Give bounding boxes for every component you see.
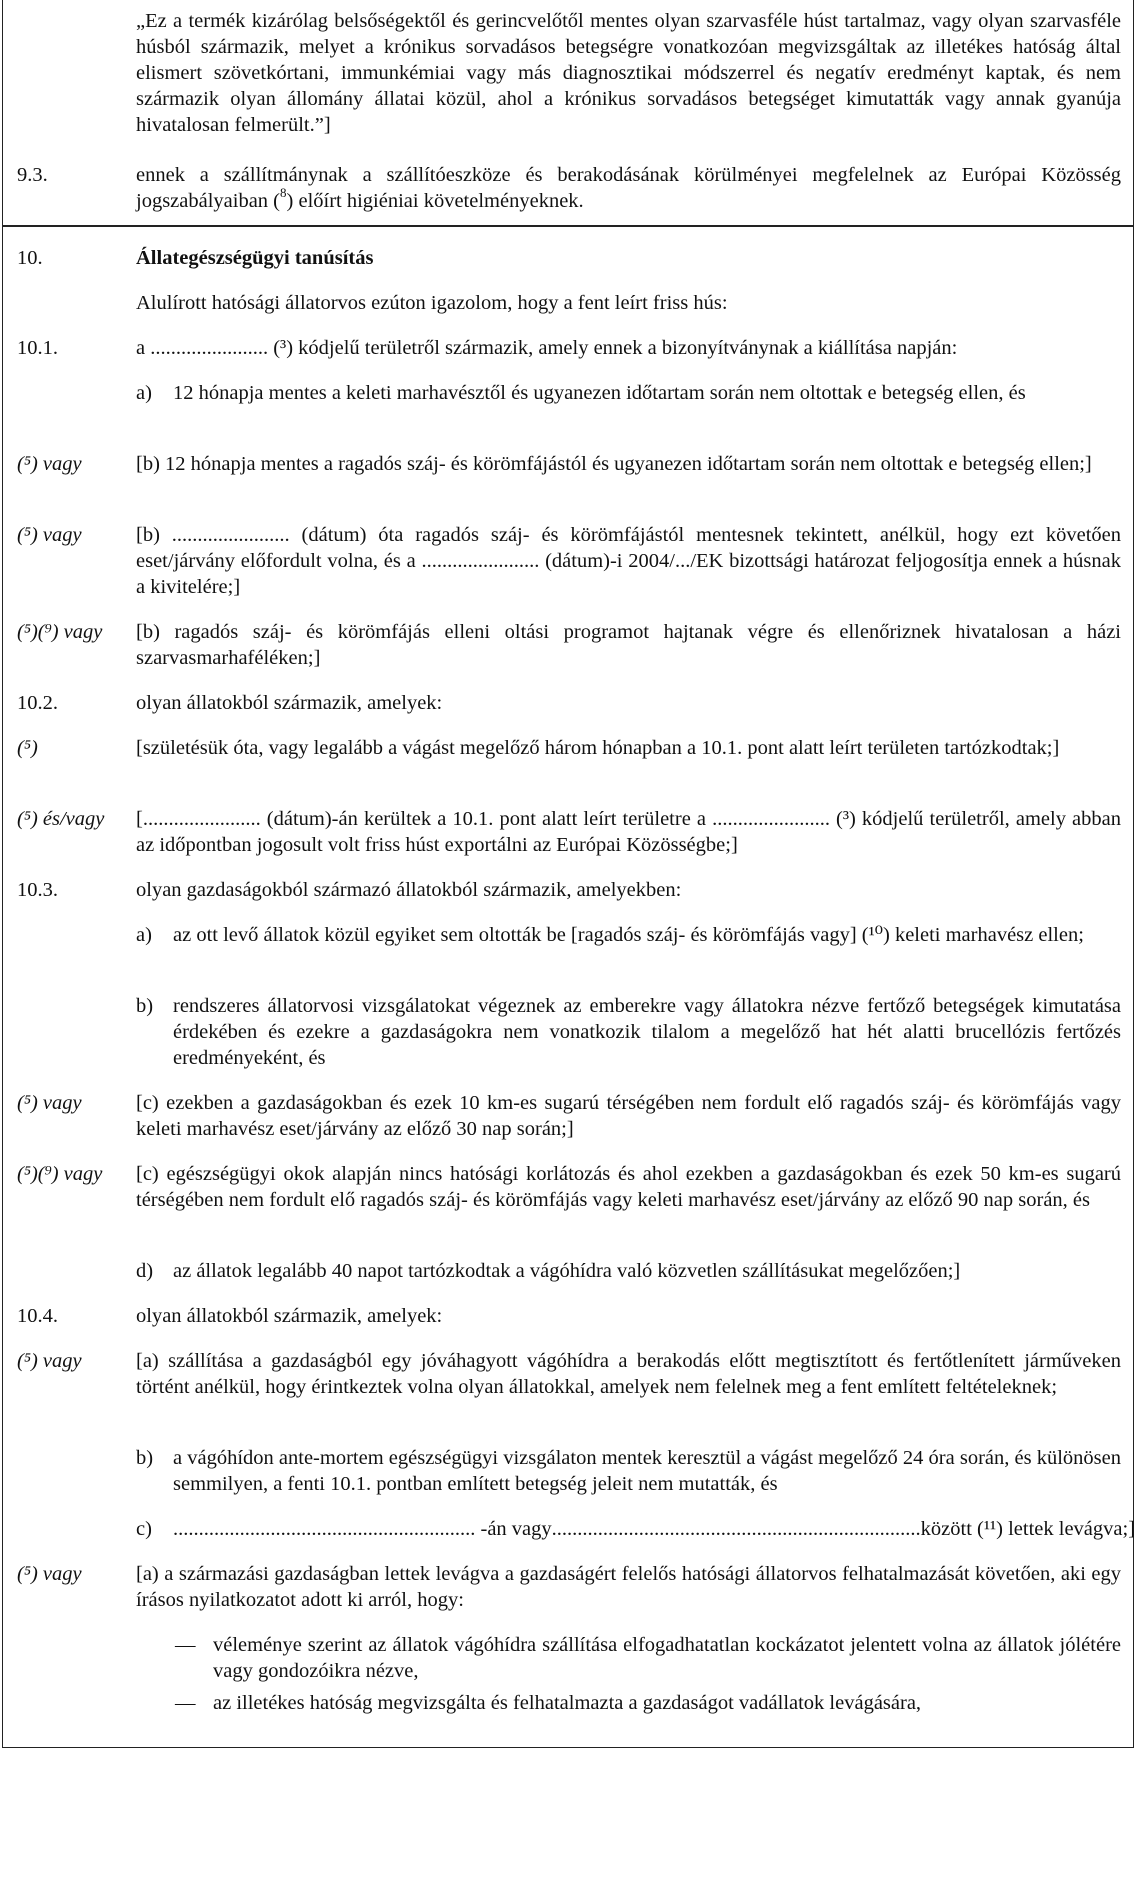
paragraph-label: 10.3. [17, 879, 58, 901]
paragraph-label: 10.4. [17, 1305, 58, 1327]
footnote-ref: 8 [280, 185, 287, 201]
paragraph-text: olyan állatokból származik, amelyek: [136, 692, 443, 714]
item-text: [a) szállítása a gazdaságból egy jóváhagyott vágóhídra a berakodás előtt megtisztított és fertőtlenített járműveken történt anélkül, hogy érintkeztek volna olyan állatokkal, amelyek nem felelnek meg a fent említett feltételeknek; [136, 1350, 1121, 1398]
option-label: (⁵) és/vagy [17, 808, 105, 830]
paragraph-label: 10.1. [17, 337, 58, 359]
date-field-1: ........................................................... -án vagy [173, 1518, 552, 1540]
item-marker: b) [136, 1447, 154, 1469]
paragraph-text: a ....................... (³) kódjelű területről származik, amely ennek a bizonyítványnak a kiállítása napján: [136, 337, 958, 359]
item-marker: d) [136, 1260, 154, 1282]
dash-marker: — [175, 1692, 196, 1714]
quote-text: „Ez a termék kizárólag belsőségektől és gerincvelőtől mentes olyan szarvasféle húst tartalmaz, vagy olyan szarvasféle húsból származik, melyet a krónikus sorvadásos betegségre vonatkozóan megvizsgáltak az illetékes hatóság által elismert szövetkórtani, immunkémiai vagy más diagnosztikai módszerrel és negatív eredményt kaptak, és nem származik olyan állomány állatai közül, ahol a krónikus sorvadásos betegséget kimutatták vagy annak gyanúja hivatalosan felmerült.”] [136, 10, 1121, 136]
option-label: (⁵)(⁹) vagy [17, 1163, 103, 1185]
item-marker: a) [136, 382, 152, 404]
option-label: (⁵)(⁹) vagy [17, 621, 103, 643]
section-10-box [2, 226, 1134, 1748]
item-text: [a) a származási gazdaságban lettek levágva a gazdaságért felelős hatósági állatorvos felhatalmazását követően, aki egy írásos nyilatkozatot adott ki arról, hogy: [136, 1563, 1121, 1611]
date-field-2: ........................................................................ [551, 1518, 921, 1540]
item-text: [b) ....................... (dátum) óta ragadós száj- és körömfájástól mentesnek tekintett, anélkül, hogy ezt követően eset/járvány előfordult volna, és a ....................... (dátum)-i 2004/.../EK bizottsági határozat feljogosítja ennek a húsnak a kivitelére;] [136, 524, 1121, 598]
item-marker: a) [136, 924, 152, 946]
section-number: 10. [17, 247, 43, 269]
section-title: Állategészségügyi tanúsítás [136, 247, 374, 269]
option-label: (⁵) vagy [17, 1350, 82, 1372]
slaughter-dates-line [173, 1516, 1136, 1542]
item-marker: b) [136, 995, 154, 1017]
item-text: [b) 12 hónapja mentes a ragadós száj- és körömfájástól és ugyanezen időtartam során nem oltottak e betegség ellen;] [136, 453, 1092, 475]
section-9-box [2, 0, 1134, 226]
item-text: [....................... (dátum)-án kerültek a 10.1. pont alatt leírt területre a ....................... (³) kódjelű területről, amely abban az időpontban jogosult volt friss húst exportálni az Európai Közösségbe;] [136, 808, 1121, 856]
paragraph-text: ennek a szállítmánynak a szállítóeszköze és berakodásának körülményei megfelelnek az Európai Közösség jogszabályaiban ($^8$) előírt higiéniai követelményeknek. [136, 164, 1121, 212]
dash-text: az illetékes hatóság megvizsgálta és felhatalmazta a gazdaságot vadállatok levágására, [213, 1692, 922, 1714]
option-label: (⁵) vagy [17, 1563, 82, 1585]
item-text: rendszeres állatorvosi vizsgálatokat végeznek az emberekre vagy állatokra nézve fertőző betegségek kimutatása érdekében és ezekre a gazdaságokra nem vonatkozik tilalom a megelőző hat hét alatti brucellózis fertőzés eredményeként, és [173, 995, 1121, 1069]
option-label: (⁵) vagy [17, 453, 82, 475]
item-text: [b) ragadós száj- és körömfájás elleni oltási programot hajtanak végre és ellenőriznek hivatalosan a házi szarvasmarhaféléken;] [136, 621, 1121, 669]
item-text: az állatok legalább 40 napot tartózkodtak a vágóhídra való közvetlen szállításukat megelőzően;] [173, 1260, 961, 1282]
item-text: [születésük óta, vagy legalább a vágást megelőző három hónapban a 10.1. pont alatt leírt területen tartózkodtak;] [136, 737, 1060, 759]
item-text: [c) ezekben a gazdaságokban és ezek 10 km-es sugarú térségében nem fordult elő ragadós száj- és körömfájás vagy keleti marhavész eset/járvány az előző 30 nap során;] [136, 1092, 1121, 1140]
intro-text: Alulírott hatósági állatorvos ezúton igazolom, hogy a fent leírt friss hús: [136, 292, 728, 314]
item-marker: c) [136, 1518, 152, 1540]
item-text: a vágóhídon ante-mortem egészségügyi vizsgálaton mentek keresztül a vágást megelőző 24 óra során, és különösen semmilyen, a fenti 10.1. pontban említett betegség jeleit nem mutatták, és [173, 1447, 1121, 1495]
dash-marker: — [175, 1634, 196, 1656]
paragraph-label: 9.3. [17, 164, 48, 186]
dash-text: véleménye szerint az állatok vágóhídra szállítása elfogadhatatlan kockázatot jelentett volna az állatok jólétére vagy gondozóikra nézve, [213, 1634, 1121, 1682]
between-text: között (¹¹) lettek levágva;] [920, 1518, 1136, 1540]
item-text: [c) egészségügyi okok alapján nincs hatósági korlátozás és ahol ezekben a gazdaságokban és ezek 50 km-es sugarú térségében nem fordult elő ragadós száj- és körömfájás vagy keleti marhavész eset/járvány az előző 90 nap során, és [136, 1163, 1121, 1211]
option-label: (⁵) vagy [17, 1092, 82, 1114]
item-text: 12 hónapja mentes a keleti marhavésztől és ugyanezen időtartam során nem oltottak e betegség ellen, és [173, 382, 1026, 404]
paragraph-label: 10.2. [17, 692, 58, 714]
option-label: (⁵) vagy [17, 524, 82, 546]
item-text: az ott levő állatok közül egyiket sem oltották be [ragadós száj- és körömfájás vagy] (¹⁰) keleti marhavész ellen; [173, 924, 1084, 946]
paragraph-text: olyan állatokból származik, amelyek: [136, 1305, 443, 1327]
option-label: (⁵) [17, 737, 38, 759]
paragraph-text: olyan gazdaságokból származó állatokból származik, amelyekben: [136, 879, 682, 901]
